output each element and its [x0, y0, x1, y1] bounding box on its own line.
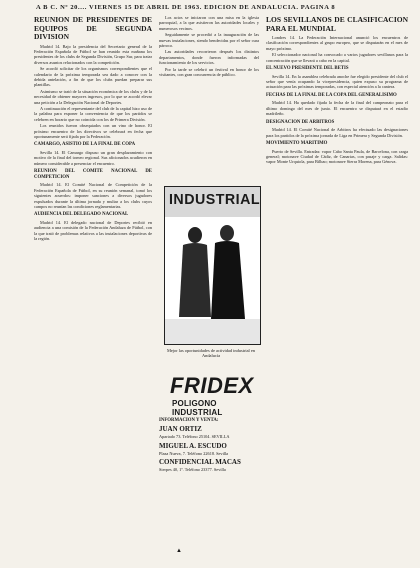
paragraph: Los reunidos fueron obsequiados con un vino de honor. El próximo encuentro de los directivos se celebrará en fecha que oportunamente será fijada por la Federación.: [34, 123, 152, 139]
paragraph: Se acordó solicitar de los organismos correspondientes que el calendario de la próxima temporada sea dado a conocer con la debida antelación, a fin de que los clubs puedan preparar sus plantillas.: [34, 66, 152, 88]
fridex-subtitle: POLIGONO INDUSTRIAL: [172, 399, 223, 417]
paragraph: Londres 14. La Federación Internacional anunció los encuentros de clasificación correspondientes al grupo europeo, que se disputarán en el mes de mayo próximo.: [266, 35, 408, 51]
column-middle: [159, 15, 259, 190]
paragraph: Puerto de Sevilla. Entradas: vapor Cabo Santa Paula, de Barcelona, con carga general; motonave Ciudad de Cádiz, de Canarias, con pasaje y carga. Salidas: vapor Monte Urquiola, para Bilbao; motonave Sierra Morena, para Génova.: [266, 148, 408, 165]
subheading: FECHAS DE LA FINAL DE LA COPA DEL GENERALISIMO: [266, 92, 397, 98]
paragraph: Los actos se iniciaron con una misa en la iglesia parroquial, a la que asistieron las autoridades locales y numerosos vecinos.: [159, 15, 259, 31]
ad-name: CONFIDENCIAL MACAS: [159, 458, 241, 467]
paragraph: Asimismo se trató de la situación económica de los clubs y de la necesidad de obtener mayores ingresos, por lo que se acordó elevar una petición a la Delegación Nacional de Deportes.: [34, 88, 152, 105]
paragraph: El seleccionador nacional ha convocado a varios jugadores sevillanos para la concentración que se llevará a cabo en la capital.: [266, 52, 408, 63]
subheading: CAMARGO, ASISTIO DE LA FINAL DE COPA: [34, 142, 136, 148]
subheading: EL NUEVO PRESIDENTE DEL BETIS: [266, 66, 349, 72]
paragraph: Sevilla 14. En la asamblea celebrada anoche fue elegido presidente del club el señor que venía ocupando la vicepresidencia, quien expuso su programa de actuación para las próximas temporadas, con especial atención a la cantera.: [266, 73, 408, 90]
subheading: REUNION DEL COMITE NACIONAL DE COMPETICION: [34, 169, 152, 180]
ad-name: JUAN ORTIZ: [159, 425, 202, 434]
column-right: [266, 15, 408, 560]
column-left: [34, 15, 152, 560]
article-title: LOS SEVILLANOS DE CLASIFICACION PARA EL MUNDIAL: [266, 15, 408, 33]
ad-line: Apartado 73. Teléfono 25104. SEVILLA: [159, 434, 230, 440]
paragraph: Las autoridades recorrieron después los distintos departamentos, donde fueron informadas del funcionamiento de los servicios.: [159, 49, 259, 66]
footer-mark: ▲: [176, 548, 182, 554]
ad-line: Plaza Nueva, 7. Teléfono 22618. Sevilla: [159, 450, 229, 456]
article-title: REUNION DE PRESIDENTES DE EQUIPOS DE SEGUNDA DIVISION: [34, 15, 152, 41]
paragraph: Madrid 14. El Comité Nacional de Competición de la Federación Española de Fútbol, en su reunión semanal, tomó los siguientes acuerdos: imponer sanciones a diversos jugadores expulsados durante la última jornada y multar a los clubs cuyos campos no reunían las condiciones reglamentarias.: [34, 182, 152, 210]
paragraph: Madrid 14. El Comité Nacional de Arbitros ha efectuado las designaciones para los partidos de la próxima jornada de Liga en Primera y Segunda División.: [266, 127, 408, 138]
subheading: MOVIMIENTO MARITIMO: [266, 141, 328, 147]
classified-ads: [159, 418, 259, 474]
ad-line: Sierpes 40, 1º. Teléfono 23377. Sevilla: [159, 467, 226, 473]
page-header: A B C. Nº 20.... VIERNES 15 DE ABRIL DE 1963. EDICION DE ANDALUCIA. PAGINA 8: [36, 4, 336, 11]
ad-line: INFORMACION Y VENTA:: [159, 418, 219, 423]
ad-name: MIGUEL A. ESCUDO: [159, 441, 227, 450]
paragraph: Madrid 14. Ha quedado fijada la fecha de la final del campeonato para el último domingo del mes de junio. El encuentro se disputará en el estadio madrileño.: [266, 100, 408, 117]
subheading: AUDIENCIA DEL DELEGADO NACIONAL: [34, 212, 129, 218]
paragraph: Madrid 14. El delegado nacional de Deportes recibió en audiencia a una comisión de la Federación Andaluza de Fútbol, con la que trató de problemas relativos a las instalaciones deportivas de la región.: [34, 220, 152, 242]
paragraph: A continuación el representante del club de la capital hizo uso de la palabra para exponer la conveniencia de que los partidos se celebren en horario que no coincida con los de Primera División.: [34, 105, 152, 122]
people-photo: [165, 187, 260, 344]
paragraph: Sevilla 14. El Camargo dispuso un gran desplazamiento con motivo de la final del torneo regional. Sus aficionados acudieron en número considerable a presenciar el encuentro.: [34, 150, 152, 166]
photo-caption: Mejor las oportunidades de actividad industrial en Andalucía: [166, 348, 256, 359]
paragraph: Seguidamente se procedió a la inauguración de las nuevas instalaciones, siendo bendecidas por el señor cura párroco.: [159, 32, 259, 49]
subheading: DESIGNACION DE ARBITROS: [266, 119, 335, 125]
paragraph: Madrid 14. Bajo la presidencia del Secretario general de la Federación Española de Fútbol se han reunido esta mañana los presidentes de los clubs de Segunda División, Grupo Sur, para tratar diversos asuntos relacionados con la competición.: [34, 43, 152, 65]
paragraph: Por la tarde se celebró un festival en honor de los visitantes, con gran concurrencia de público.: [159, 66, 259, 78]
photo-advertisement: [164, 186, 261, 345]
photo-title: INDUSTRIAL: [169, 191, 261, 208]
fridex-logo: FRIDEX: [170, 373, 254, 398]
fridex-ad: [164, 370, 259, 417]
